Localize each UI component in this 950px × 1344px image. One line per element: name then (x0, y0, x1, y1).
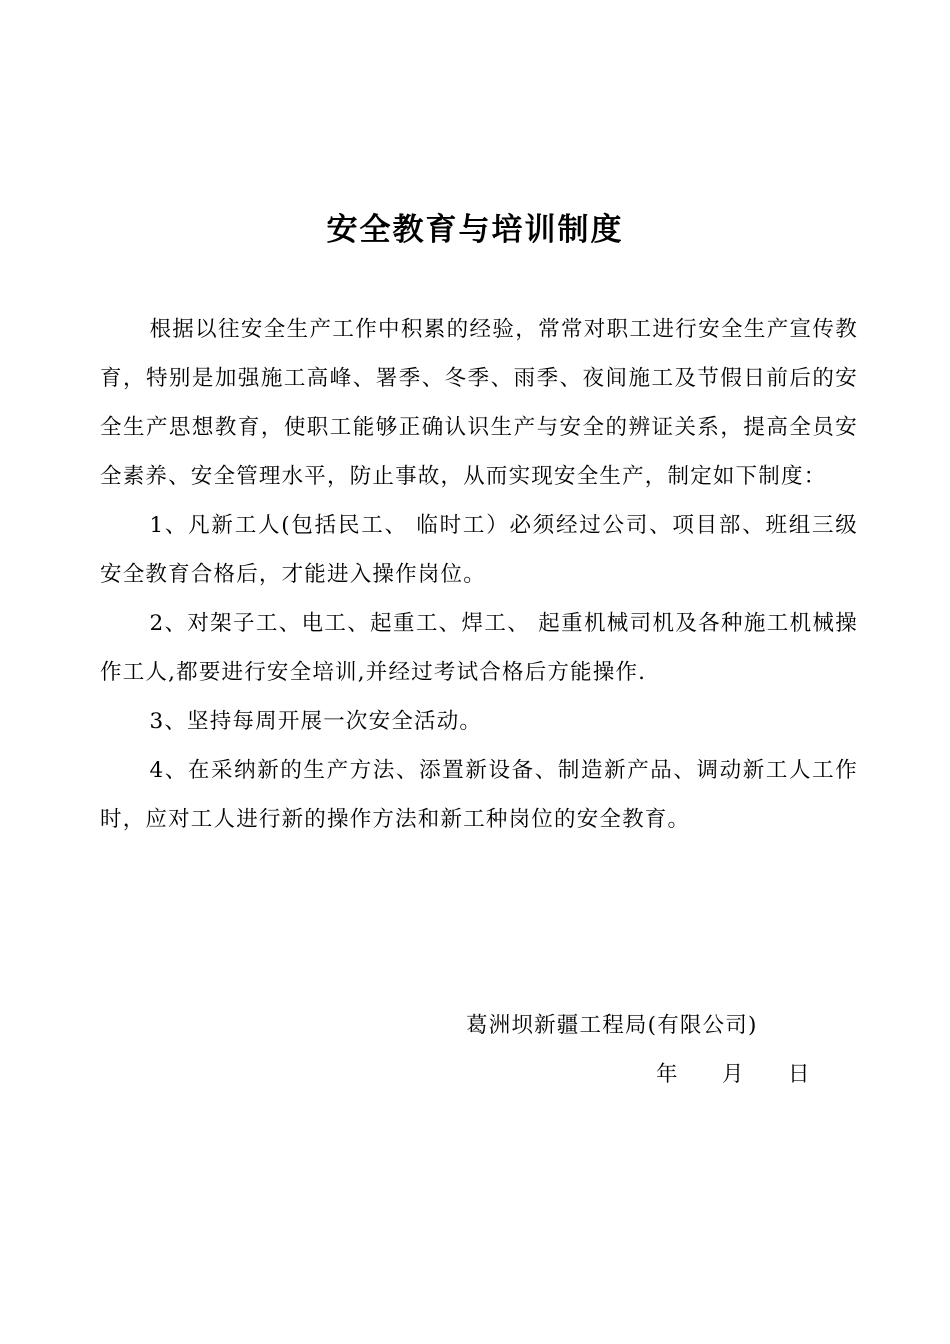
date-year-label: 年 (656, 1062, 678, 1087)
rule-item-1: 1、凡新工人(包括民工、 临时工）必须经过公司、项目部、班组三级安全教育合格后，才能进入操作岗位。 (100, 513, 858, 587)
signature-organization: 葛洲坝新疆工程局(有限公司) (466, 1013, 758, 1038)
document-body (100, 305, 858, 844)
document-title: 安全教育与培训制度 (326, 212, 624, 248)
rule-item-2: 2、对架子工、电工、起重工、焊工、 起重机械司机及各种施工机械操作工人,都要进行安全培训,并经过考试合格后方能操作. (100, 611, 858, 685)
rule-item-4: 4、在采纳新的生产方法、添置新设备、制造新产品、调动新工人工作时，应对工人进行新的操作方法和新工种岗位的安全教育。 (100, 758, 858, 832)
signature-date (656, 1053, 836, 1097)
intro-paragraph: 根据以往安全生产工作中积累的经验，常常对职工进行安全生产宣传教育，特别是加强施工高峰、署季、冬季、雨季、夜间施工及节假日前后的安全生产思想教育，使职工能够正确认识生产与安全的辨证关系，提高全员安全素养、安全管理水平，防止事故，从而实现安全生产，制定如下制度： (100, 317, 858, 489)
date-month-label: 月 (722, 1062, 744, 1087)
date-day-label: 日 (788, 1062, 810, 1087)
rule-item-3: 3、坚持每周开展一次安全活动。 (149, 709, 483, 734)
